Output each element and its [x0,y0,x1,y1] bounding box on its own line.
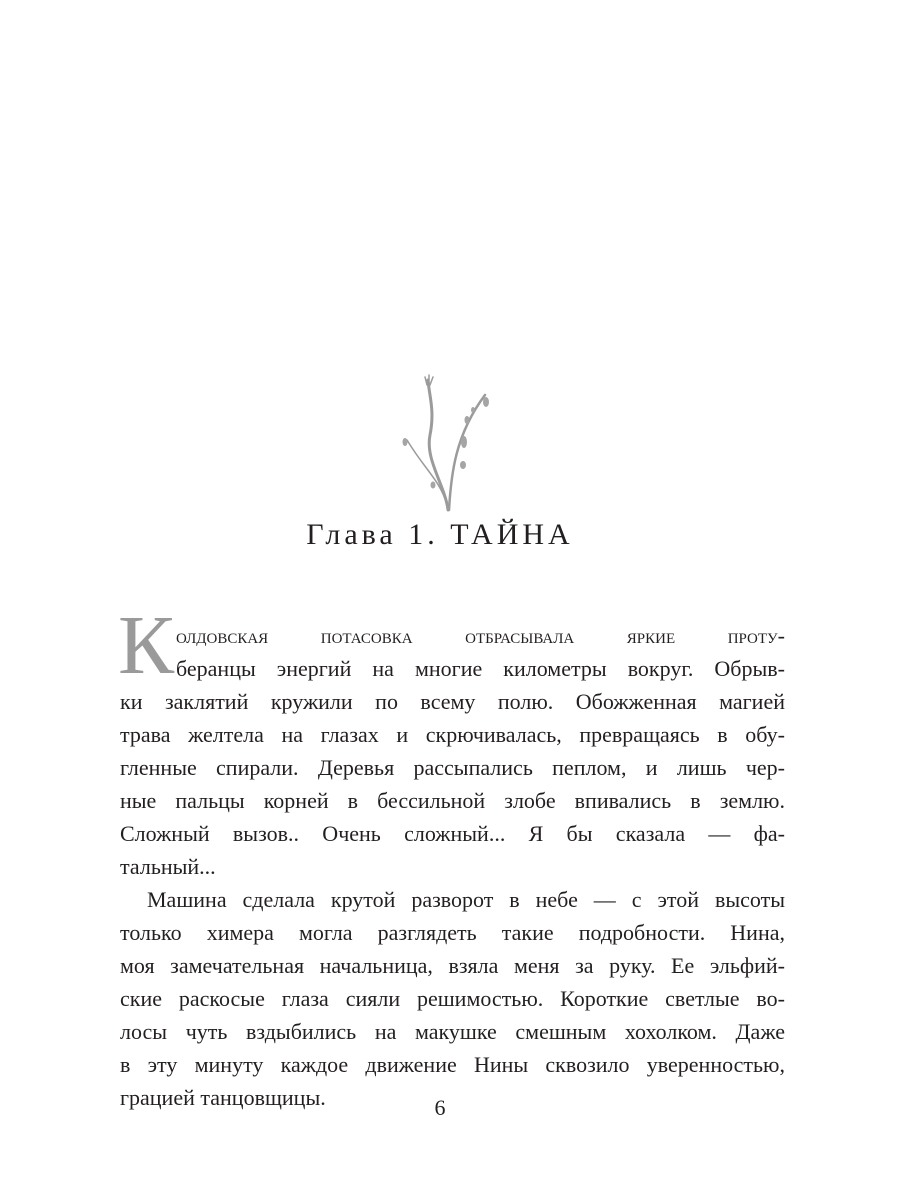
text-line: гленные спирали. Деревья рассыпались пеплом, и лишь чер- [120,755,785,780]
text-line: Сложный вызов.. Очень сложный... Я бы сказала — фа- [120,821,785,846]
text-line: Машина сделала крутой разворот в небе — с этой высоты [147,887,785,912]
text-line: ки заклятий кружили по всему полю. Обожженная магией [120,689,785,714]
chapter-body [120,619,785,1114]
drop-cap: К [118,599,175,692]
paragraph [120,619,785,883]
text-line: ные пальцы корней в бессильной злобе впивались в землю. [120,788,785,813]
page-number: 6 [434,1095,446,1120]
text-line: лосы чуть вздыбились на макушке смешным хохолком. Даже [120,1019,785,1044]
text-line: беранцы энергий на многие километры вокруг. Обрыв- [176,656,785,681]
paragraph [120,883,785,1114]
text-line: тальный... [120,854,216,879]
text-line: моя замечательная начальница, взяла меня за руку. Ее эльфий- [120,953,785,978]
text-line: трава желтела на глазах и скрючивалась, превращаясь в обу- [120,722,785,747]
text-line: ские раскосые глаза сияли решимостью. Короткие светлые во- [120,986,785,1011]
chapter-title: Глава 1. ТАЙНА [306,518,574,551]
text-line: в эту минуту каждое движение Нины сквозило уверенностью, [120,1052,785,1077]
plant-ornament-icon [385,365,495,515]
text-line: грацией танцовщицы. [120,1085,326,1110]
text-line: только химера могла разглядеть такие подробности. Нина, [120,920,785,945]
text-line: олдовская потасовка отбрасывала яркие проту- [176,623,785,648]
